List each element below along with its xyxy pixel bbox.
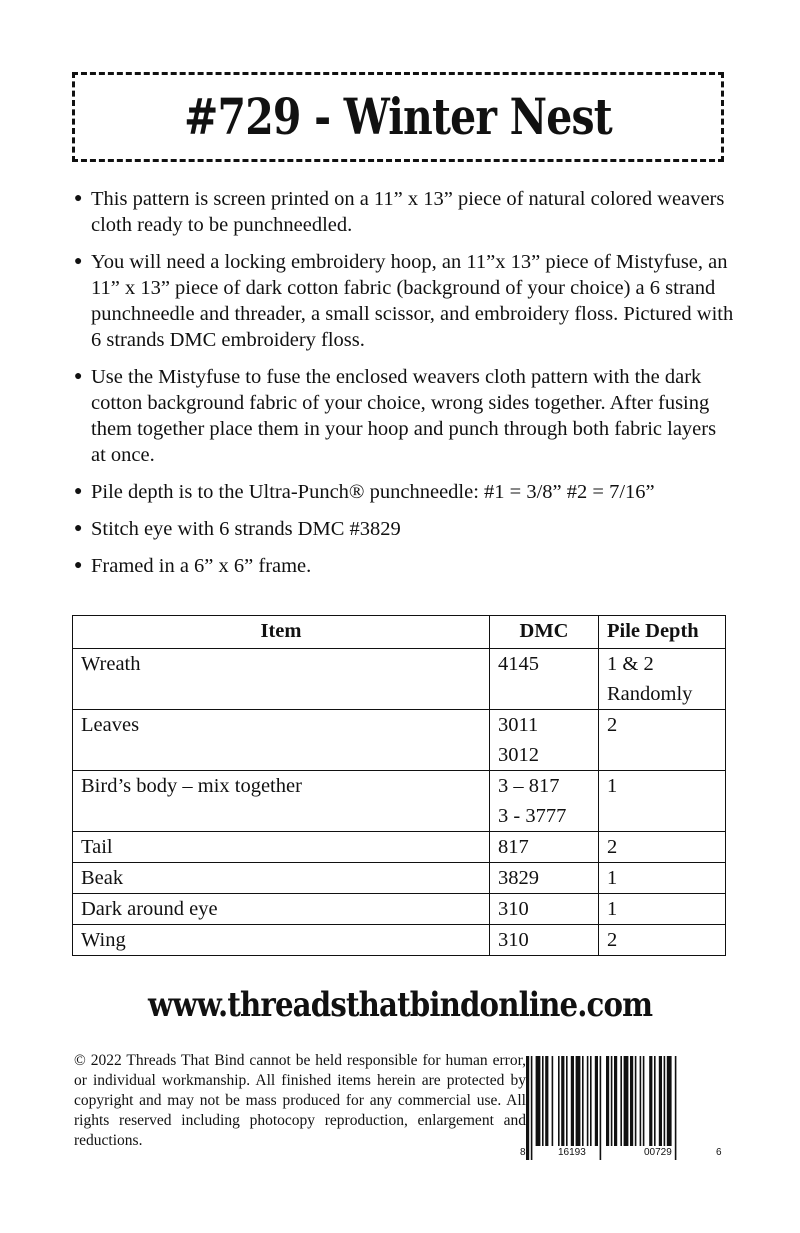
table-row xyxy=(73,894,726,925)
barcode-bar xyxy=(552,1056,554,1146)
barcode-bar xyxy=(536,1056,541,1146)
cell-item: Bird’s body – mix together xyxy=(73,771,490,832)
barcode-bar xyxy=(582,1056,584,1146)
barcode-bar xyxy=(667,1056,672,1146)
header-item: Item xyxy=(73,616,490,649)
barcode-bar xyxy=(675,1056,677,1160)
cell-pile-depth xyxy=(599,832,726,863)
cell-item: Wing xyxy=(73,925,490,956)
barcode-bar xyxy=(595,1056,598,1146)
cell-line: 1 xyxy=(607,867,618,889)
copyright-notice: © 2022 Threads That Bind cannot be held responsible for human error, or individual workmanship. All finished items herein are protected by copyright and may not be mass produced for any commercial use. All rights reserved including photocopy reproduction, enlargement and reductions. xyxy=(74,1052,526,1149)
barcode-bar xyxy=(635,1056,637,1146)
barcode-bar xyxy=(640,1056,642,1146)
cell-dmc xyxy=(490,863,599,894)
table-body xyxy=(73,649,726,956)
cell-item: Tail xyxy=(73,832,490,863)
barcode-bar xyxy=(587,1056,589,1146)
list-item: ● Stitch eye with 6 strands DMC #3829 xyxy=(74,518,401,540)
cell-line: 3012 xyxy=(498,744,539,766)
barcode-bar xyxy=(649,1056,652,1146)
barcode-bar xyxy=(531,1056,533,1160)
barcode-digit: 00729 xyxy=(644,1147,672,1158)
cell-pile-depth xyxy=(599,863,726,894)
header-dmc: DMC xyxy=(490,616,599,649)
barcode-bar xyxy=(620,1056,622,1146)
barcode-bar xyxy=(624,1056,629,1146)
table-header-row xyxy=(73,616,726,649)
color-table xyxy=(72,615,726,956)
cell-line: 2 xyxy=(607,714,618,736)
barcode-digit: 16193 xyxy=(558,1147,586,1158)
cell-line: 2 xyxy=(607,836,618,858)
barcode-bar xyxy=(659,1056,662,1146)
cell-item: Wreath xyxy=(73,649,490,710)
cell-pile-depth xyxy=(599,771,726,832)
bullet-icon: ● xyxy=(74,254,83,269)
barcode-bar xyxy=(526,1056,529,1160)
list-item: ● You will need a locking embroidery hoop, an 11”x 13” piece of Mistyfuse, an 11” x 13” piece of dark cotton fabric (background of your choice) a 6 strand punchneedle and threader, a small scissor, and embroidery floss. Pictured with 6 strands DMC embroidery floss. xyxy=(74,251,734,351)
cell-line: 3 – 817 xyxy=(498,775,560,797)
cell-line: 310 xyxy=(498,898,529,920)
barcode-bar xyxy=(566,1056,568,1146)
barcode-bar xyxy=(558,1056,560,1146)
bullet-icon: ● xyxy=(74,484,83,499)
cell-line: 4145 xyxy=(498,653,539,675)
cell-dmc xyxy=(490,894,599,925)
barcode-bar xyxy=(576,1056,581,1146)
barcode-digit: 8 xyxy=(520,1147,526,1158)
page-title: #729 - Winter Nest xyxy=(184,87,612,146)
cell-pile-depth xyxy=(599,710,726,771)
list-item: ● This pattern is screen printed on a 11” x 13” piece of natural colored weavers cloth ready to be punchneedled. xyxy=(74,188,725,236)
cell-line: Randomly xyxy=(607,683,693,705)
title-box xyxy=(72,72,724,162)
website-url: www.threadsthatbindonline.com xyxy=(147,985,653,1025)
barcode-bar xyxy=(561,1056,564,1146)
barcode-bar xyxy=(611,1056,613,1146)
cell-line: 3011 xyxy=(498,714,539,736)
barcode-bar xyxy=(614,1056,617,1146)
barcode-digits xyxy=(520,1147,726,1163)
list-item: ● Pile depth is to the Ultra-Punch® punchneedle: #1 = 3/8” #2 = 7/16” xyxy=(74,481,655,503)
table-row xyxy=(73,832,726,863)
table-row xyxy=(73,649,726,710)
barcode-digit: 6 xyxy=(716,1147,722,1158)
cell-line: 3829 xyxy=(498,867,539,889)
cell-line: 2 xyxy=(607,929,618,951)
cell-line: 310 xyxy=(498,929,529,951)
header-pile-depth: Pile Depth xyxy=(599,616,726,649)
cell-pile-depth xyxy=(599,925,726,956)
barcode-bar xyxy=(654,1056,656,1146)
cell-dmc xyxy=(490,649,599,710)
barcode-bar xyxy=(664,1056,666,1146)
cell-line: 3 - 3777 xyxy=(498,805,567,827)
table-row xyxy=(73,925,726,956)
cell-line: 817 xyxy=(498,836,529,858)
barcode-bar xyxy=(630,1056,633,1146)
cell-pile-depth xyxy=(599,649,726,710)
barcode-bar xyxy=(571,1056,574,1146)
cell-line: 1 xyxy=(607,775,618,797)
list-item: ● Use the Mistyfuse to fuse the enclosed weavers cloth pattern with the dark cotton background fabric of your choice, wrong sides together. After fusing them together place them in your hoop and punch through both fabric layers at once. xyxy=(74,366,717,466)
table-row xyxy=(73,771,726,832)
table-row xyxy=(73,710,726,771)
barcode-bar xyxy=(542,1056,544,1146)
table-row xyxy=(73,863,726,894)
cell-item: Dark around eye xyxy=(73,894,490,925)
bullet-icon: ● xyxy=(74,558,83,573)
bullet-icon: ● xyxy=(74,369,83,384)
cell-dmc xyxy=(490,771,599,832)
cell-item: Leaves xyxy=(73,710,490,771)
cell-dmc xyxy=(490,925,599,956)
bullet-icon: ● xyxy=(74,191,83,206)
instructions-list xyxy=(74,186,734,590)
cell-dmc xyxy=(490,710,599,771)
cell-item: Beak xyxy=(73,863,490,894)
barcode-bar xyxy=(545,1056,548,1146)
barcode-bar xyxy=(606,1056,609,1146)
cell-dmc xyxy=(490,832,599,863)
cell-pile-depth xyxy=(599,894,726,925)
bullet-icon: ● xyxy=(74,521,83,536)
barcode-bar xyxy=(643,1056,645,1146)
barcode-bar xyxy=(590,1056,592,1146)
barcode-bar xyxy=(600,1056,602,1160)
list-item: ● Framed in a 6” x 6” frame. xyxy=(74,555,312,577)
cell-line: 1 & 2 xyxy=(607,653,654,675)
cell-line: 1 xyxy=(607,898,618,920)
